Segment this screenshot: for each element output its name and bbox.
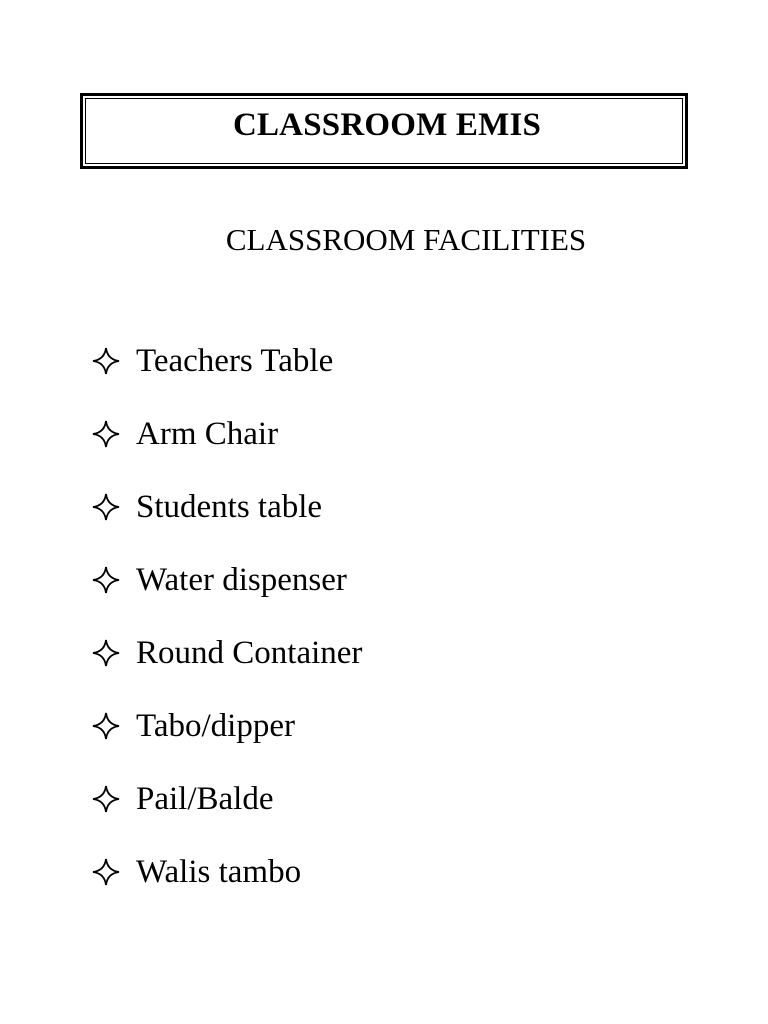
star-bullet-icon bbox=[90, 564, 122, 596]
list-item-label: Round Container bbox=[136, 635, 363, 671]
list-item bbox=[90, 414, 362, 487]
title-inner-border bbox=[85, 98, 683, 164]
list-item bbox=[90, 633, 362, 706]
list-item bbox=[90, 779, 362, 852]
list-item bbox=[90, 706, 362, 779]
star-bullet-icon bbox=[90, 491, 122, 523]
list-item-label: Water dispenser bbox=[136, 562, 347, 598]
list-item bbox=[90, 487, 362, 560]
section-heading: CLASSROOM FACILITIES bbox=[225, 222, 587, 257]
star-bullet-icon bbox=[90, 710, 122, 742]
page-title: CLASSROOM EMIS bbox=[232, 107, 542, 143]
star-bullet-icon bbox=[90, 418, 122, 450]
star-bullet-icon bbox=[90, 637, 122, 669]
star-bullet-icon bbox=[90, 783, 122, 815]
title-box bbox=[80, 93, 688, 169]
list-item bbox=[90, 341, 362, 414]
list-item-label: Pail/Balde bbox=[136, 781, 274, 817]
list-item bbox=[90, 852, 362, 925]
list-item-label: Students table bbox=[136, 489, 323, 525]
list-item-label: Arm Chair bbox=[136, 416, 279, 452]
star-bullet-icon bbox=[90, 345, 122, 377]
facility-list bbox=[90, 341, 362, 925]
list-item-label: Walis tambo bbox=[136, 854, 302, 890]
list-item-label: Teachers Table bbox=[136, 343, 334, 379]
star-bullet-icon bbox=[90, 856, 122, 888]
list-item-label: Tabo/dipper bbox=[136, 708, 295, 744]
list-item bbox=[90, 560, 362, 633]
